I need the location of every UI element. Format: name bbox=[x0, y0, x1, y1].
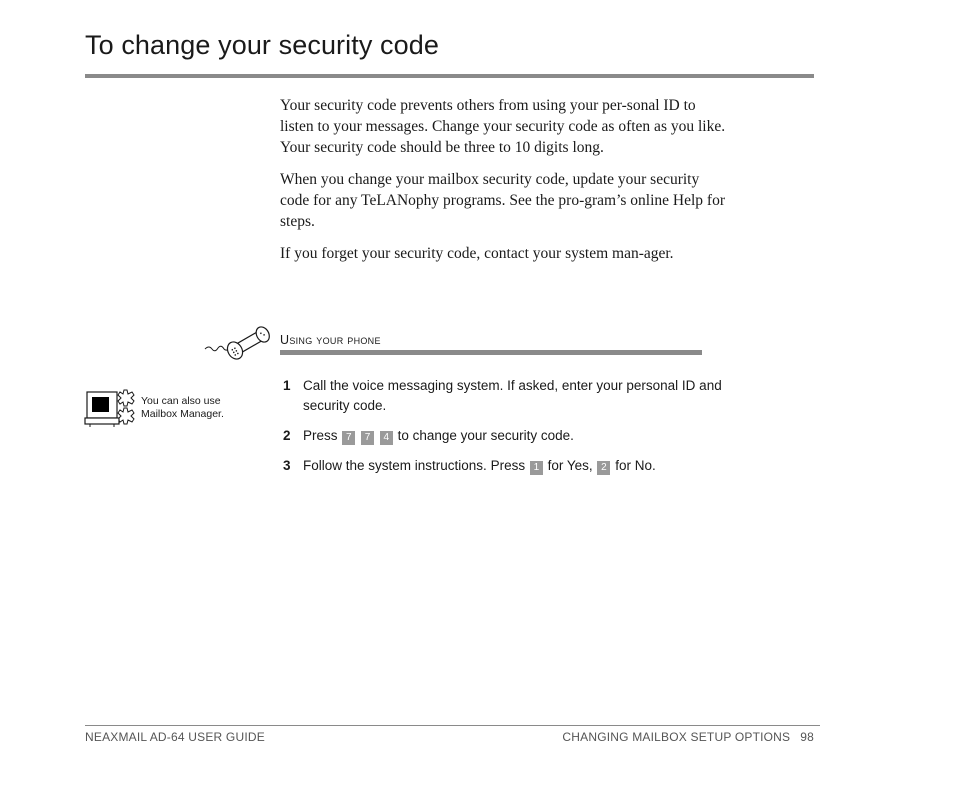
step-2 bbox=[283, 426, 723, 446]
step-text: for Yes, bbox=[547, 458, 593, 473]
paragraph-3: If you forget your security code, contact your system man-ager. bbox=[280, 245, 674, 262]
step-text: to change your security code. bbox=[397, 428, 574, 443]
step-number: 3 bbox=[283, 458, 291, 473]
step-text: Follow the system instructions. Press bbox=[303, 458, 526, 473]
keypad-key: 7 bbox=[342, 431, 355, 445]
intro-text bbox=[280, 95, 730, 275]
title-rule bbox=[85, 74, 814, 78]
subheading-rule bbox=[280, 350, 702, 355]
keypad-key: 4 bbox=[380, 431, 393, 445]
footer-section bbox=[562, 730, 814, 744]
step-text: Call the voice messaging system. If asked, enter your personal ID and security code. bbox=[303, 378, 722, 413]
footer-guide-title: NEAXMAIL AD-64 USER GUIDE bbox=[85, 730, 265, 744]
telephone-handset-icon bbox=[203, 323, 275, 368]
keypad-key: 1 bbox=[530, 461, 543, 475]
step-number: 1 bbox=[283, 378, 291, 393]
section-subheading: Using your phone bbox=[280, 333, 381, 347]
keypad-key: 2 bbox=[597, 461, 610, 475]
margin-note: You can also use Mailbox Manager. bbox=[141, 395, 224, 420]
paragraph-2: When you change your mailbox security code, update your security code for any TeLANophy programs. See the pro-gram’s online Help for steps. bbox=[280, 171, 725, 230]
step-1 bbox=[283, 376, 723, 416]
step-text: for No. bbox=[615, 458, 656, 473]
keypad-key: 7 bbox=[361, 431, 374, 445]
footer-section-title: CHANGING MAILBOX SETUP OPTIONS bbox=[562, 730, 791, 744]
page-number: 98 bbox=[800, 730, 814, 744]
paragraph-1: Your security code prevents others from using your per-sonal ID to listen to your messages. Change your security code as often as you like. Your security code should be three to 10 digits long. bbox=[280, 97, 726, 156]
computer-gear-icon bbox=[84, 386, 136, 435]
footer-rule bbox=[85, 725, 820, 726]
step-text: Press bbox=[303, 428, 338, 443]
steps-list bbox=[283, 376, 723, 486]
page-title: To change your security code bbox=[85, 30, 439, 60]
step-3 bbox=[283, 456, 723, 476]
step-number: 2 bbox=[283, 428, 291, 443]
